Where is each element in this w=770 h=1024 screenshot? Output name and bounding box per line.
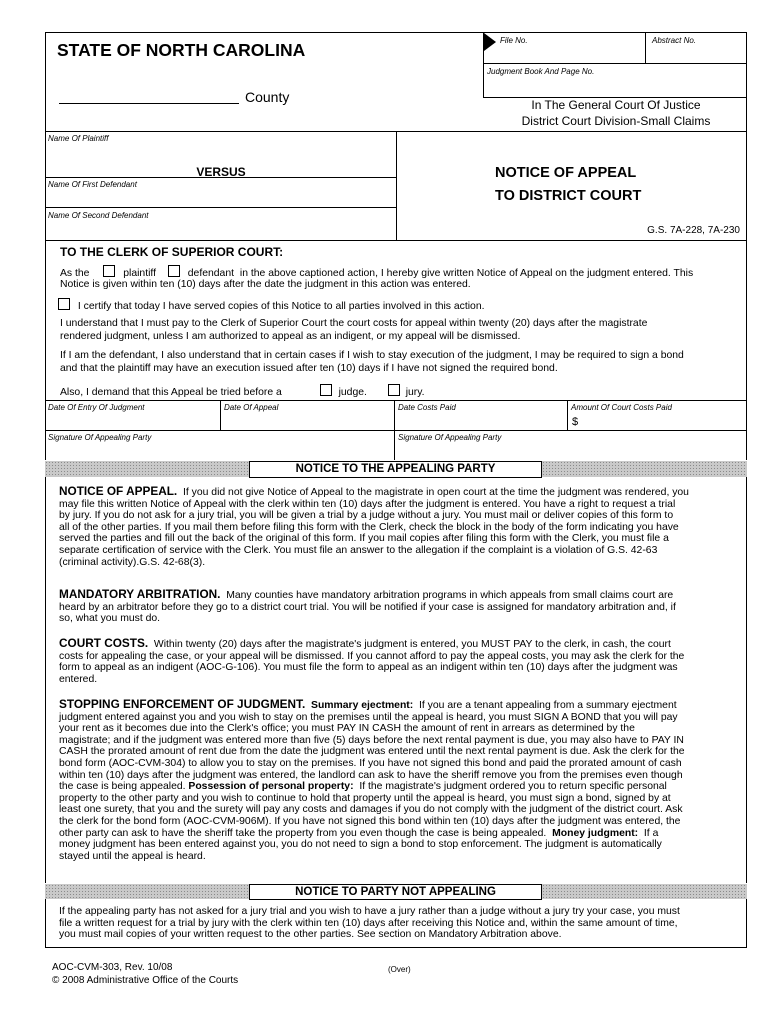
defendant-checkbox[interactable] — [168, 265, 180, 277]
enforcement-line: If a — [643, 827, 659, 839]
notice-given-text: Notice is given within ten (10) days after the date the judgment in this action was entered. — [60, 279, 471, 290]
first-defendant-label: Name Of First Defendant — [48, 180, 137, 189]
plaintiff-checkbox[interactable] — [103, 265, 115, 277]
form-title-line-1: NOTICE OF APPEAL — [495, 165, 637, 181]
non-appealing-paragraph — [59, 906, 749, 941]
enforcement-line: money judgment has been entered against you, you do not need to sign a bond to stop enforcement. The judgment is automatically — [59, 839, 662, 851]
form-number: AOC-CVM-303, Rev. 10/08 — [52, 962, 173, 973]
plaintiff-option-label: plaintiff — [123, 268, 156, 279]
arbitration-line: heard by an arbitrator before they go to a district court trial. You will be notified if your case is assigned for mandatory arbitration and, if — [59, 601, 676, 613]
non-appealing-party-banner: NOTICE TO PARTY NOT APPEALING — [249, 884, 542, 900]
trial-demand-text: Also, I demand that this Appeal be tried before a — [60, 387, 282, 398]
costs-understanding-1: I understand that I must pay to the Clerk of Superior Court the court costs for appeal within twenty (20) days after the magistrate — [60, 318, 648, 329]
appealing-party-banner: NOTICE TO THE APPEALING PARTY — [249, 461, 542, 478]
enforcement-line: If the magistrate's judgment ordered you to return specific personal — [359, 781, 667, 793]
appeal-line: served the parties and fill out the back of the original of this form. If you mail copies after filing this form with the Clerk, you must file a — [59, 533, 669, 545]
enforcement-line: the case is being appealed. — [59, 781, 186, 793]
enforcement-line: judgment entered against you and you wish to stay on the premises until the appeal is heard, you must SIGN A BOND that you will pay — [59, 711, 678, 723]
arbitration-line: Many counties have mandatory arbitration programs in which appeals from small claims court are — [226, 590, 674, 601]
signature-appealing-party-1[interactable]: Signature Of Appealing Party — [48, 433, 152, 442]
notice-intro-text: in the above captioned action, I hereby give written Notice of Appeal on the judgment entered. This — [239, 268, 694, 279]
appeal-line: (criminal activity).G.S. 42-68(3). — [59, 556, 206, 568]
statute-reference: G.S. 7A-228, 7A-230 — [647, 225, 740, 236]
date-of-appeal-field[interactable]: Date Of Appeal — [224, 403, 279, 412]
abstract-no-label: Abstract No. — [652, 36, 697, 45]
signature-appealing-party-2[interactable]: Signature Of Appealing Party — [398, 433, 502, 442]
enforcement-line: property to the other party and you wish to continue to hold that property until the appeal is heard, you must sign a bond, signed by at — [59, 792, 671, 804]
county-label: County — [245, 89, 290, 105]
money-judgment-heading: Money judgment: — [552, 827, 639, 839]
appeal-line: by jury. If you do not ask for a jury trial, you will be given a trial by a judge without a jury. You must mail or deliver copies of this form to — [59, 510, 674, 522]
party-role-line — [60, 265, 693, 279]
as-the-label: As the — [60, 268, 90, 279]
enforcement-line: the clerk for the bond form (AOC-CVM-906M). If you have not signed this bond within ten (10) days after the judgment was entered, the — [59, 815, 681, 827]
enforcement-line: within ten (10) days after the judgment was entered, the landlord can ask to have the sheriff remove you from the premises even though — [59, 769, 683, 781]
arbitration-line: so, what you must do. — [59, 613, 161, 625]
judgment-book-label: Judgment Book And Page No. — [487, 67, 595, 76]
dollar-sign: $ — [572, 416, 579, 428]
versus-label: VERSUS — [196, 165, 246, 179]
possession-heading: Possession of personal property: — [188, 781, 354, 793]
non-appealing-line: If the appealing party has not asked for a jury trial and you wish to have a jury rather than a judge without a jury try your case, you must — [59, 906, 680, 917]
file-no-label: File No. — [500, 36, 528, 45]
stopping-enforcement-paragraph — [59, 699, 749, 862]
stopping-enforcement-heading: STOPPING ENFORCEMENT OF JUDGMENT. — [59, 697, 306, 711]
enforcement-line: bond form (AOC-CVM-304) to allow you to stay on the premises. If you have not signed this bond and paid the prorated amount of cash — [59, 757, 682, 769]
enforcement-line: magistrate; and if the judgment was entered more than five (5) days before the next rental payment is due, you may also have to PAY IN — [59, 734, 684, 746]
amount-costs-paid-field[interactable]: Amount Of Court Costs Paid — [571, 403, 672, 412]
clerk-heading: TO THE CLERK OF SUPERIOR COURT: — [60, 245, 284, 259]
plaintiff-name-label: Name Of Plaintiff — [48, 134, 109, 143]
non-appealing-line: you must mail copies of your written request to the other parties. See section on Mandatory Arbitration above. — [59, 929, 562, 941]
banner-shading-right — [542, 884, 747, 899]
judge-checkbox[interactable] — [320, 384, 332, 396]
defendant-understanding-1: If I am the defendant, I also understand that in certain cases if I wish to stay execution of the judgment, I may be required to sign a bond — [60, 350, 684, 361]
costs-understanding-2: rendered judgment, unless I am authorized to appeal as an indigent, or my appeal will be dismissed. — [60, 331, 521, 342]
file-no-marker-icon — [484, 33, 496, 51]
summary-ejectment-heading: Summary ejectment: — [311, 700, 414, 711]
enforcement-line: If you are a tenant appealing from a summary ejectment — [419, 700, 677, 711]
enforcement-line: CASH the prorated amount of rent due from the date the judgment was entered until the next rental payment is due. Ask the clerk for the — [59, 746, 685, 758]
jury-option-label: jury. — [405, 387, 425, 398]
court-costs-paragraph — [59, 638, 749, 685]
non-appealing-line: file a written request for a trial by jury with the clerk within ten (10) days after receiving this Notice and, within the same amount of time, — [59, 917, 678, 929]
over-indicator: (Over) — [388, 965, 411, 974]
defendant-option-label: defendant — [187, 268, 235, 279]
second-defendant-label: Name Of Second Defendant — [48, 211, 149, 220]
appeal-line: all of the other parties. If you mail them before filing this form with the Clerk, check the block in the body of the form indicating you have — [59, 521, 679, 533]
notice-of-appeal-paragraph — [59, 486, 749, 568]
mandatory-arbitration-heading: MANDATORY ARBITRATION. — [59, 587, 221, 601]
copyright-notice: © 2008 Administrative Office of the Courts — [52, 975, 239, 986]
appeal-line: may file this written Notice of Appeal with the clerk within ten (10) days after the judgment is entered. You have a right to request a trial — [59, 498, 676, 510]
costs-line: costs for appealing the case, or your appeal will be dismissed. If you cannot afford to pay the appeal costs, you may ask the clerk for the — [59, 650, 685, 662]
trial-demand-line — [60, 384, 425, 398]
form-title-line-2: TO DISTRICT COURT — [495, 188, 642, 204]
certify-service-checkbox[interactable] — [58, 298, 70, 310]
enforcement-line: other party can ask to have the sheriff take the property from you even though the case is being appealed. — [59, 827, 547, 839]
appeal-line: If you did not give Notice of Appeal to the magistrate in open court at the time the judgment was rendered, you — [182, 487, 689, 498]
banner-shading-left — [45, 884, 249, 899]
state-title: STATE OF NORTH CAROLINA — [57, 40, 306, 60]
certify-service-text: I certify that today I have served copies of this Notice to all parties involved in this action. — [77, 301, 485, 312]
court-line-1: In The General Court Of Justice — [531, 98, 701, 112]
date-entry-judgment-field[interactable]: Date Of Entry Of Judgment — [48, 403, 145, 412]
costs-line: form to appeal as an indigent (AOC-G-106). You must file the form to appeal as an indigent within ten (10) days after the judgment was — [59, 662, 678, 674]
certify-line — [58, 298, 485, 312]
costs-line: entered. — [59, 673, 98, 685]
banner-shading-right — [542, 461, 747, 477]
notice-of-appeal-heading: NOTICE OF APPEAL. — [59, 484, 178, 498]
defendant-understanding-2: and that the plaintiff may have an execution issued after ten (10) days if I have not signed the required bond. — [60, 363, 558, 374]
appeal-line: separate certification of service with the Clerk. You must file an answer to the allegation if the complaint is a violation of G.S. 42-63 — [59, 544, 658, 556]
jury-checkbox[interactable] — [388, 384, 400, 396]
enforcement-line: your rent as it becomes due into the Clerk's office; you must PAY IN CASH the amount of rent in arrears as determined by the — [59, 723, 635, 735]
court-costs-heading: COURT COSTS. — [59, 636, 149, 650]
enforcement-line: stayed until the appeal is heard. — [59, 850, 206, 862]
mandatory-arbitration-paragraph — [59, 589, 749, 625]
date-costs-paid-field[interactable]: Date Costs Paid — [398, 403, 456, 412]
court-line-2: District Court Division-Small Claims — [521, 114, 711, 128]
enforcement-line: least one surety, that you and the surety will pay any costs and damages if you do not comply with the judgment of the district court. Ask — [59, 804, 683, 816]
judge-option-label: judge. — [338, 387, 367, 398]
costs-line: Within twenty (20) days after the magistrate's judgment is entered, you MUST PAY to the clerk, in cash, the court — [153, 639, 671, 650]
banner-shading-left — [45, 461, 249, 477]
